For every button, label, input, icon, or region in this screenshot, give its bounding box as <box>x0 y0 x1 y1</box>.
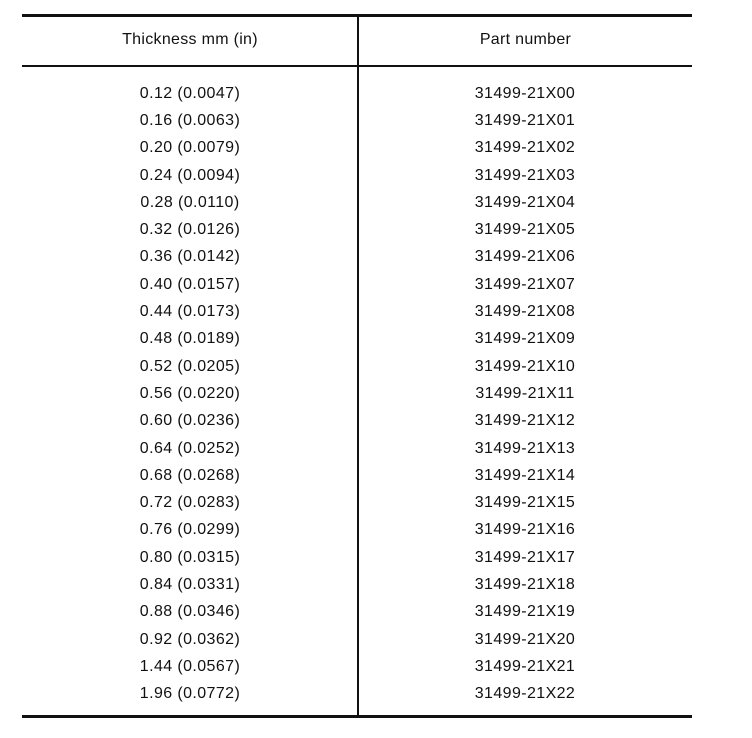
part-number-cell: 31499-21X06 <box>474 248 576 266</box>
table-row <box>22 408 692 435</box>
part-number-cell: 31499-21X02 <box>474 139 576 157</box>
thickness-cell: 0.16 (0.0063) <box>139 111 241 129</box>
part-number-cell: 31499-21X14 <box>474 466 576 484</box>
thickness-cell: 0.92 (0.0362) <box>139 630 241 648</box>
thickness-cell: 0.80 (0.0315) <box>139 548 241 566</box>
table-row <box>22 626 692 653</box>
table-row <box>22 681 692 708</box>
part-number-cell: 31499-21X00 <box>474 84 576 102</box>
thickness-cell: 0.24 (0.0094) <box>139 166 241 184</box>
thickness-cell: 0.20 (0.0079) <box>139 139 241 157</box>
thickness-cell: 0.72 (0.0283) <box>139 494 241 512</box>
thickness-cell: 1.44 (0.0567) <box>139 657 241 675</box>
table-row <box>22 271 692 298</box>
table-row <box>22 162 692 189</box>
table-row <box>22 244 692 271</box>
thickness-cell: 0.12 (0.0047) <box>139 84 241 102</box>
shim-table <box>22 14 692 718</box>
part-number-cell: 31499-21X05 <box>474 221 576 239</box>
table-row <box>22 298 692 325</box>
part-number-cell: 31499-21X16 <box>474 521 576 539</box>
part-number-cell: 31499-21X08 <box>474 303 576 321</box>
part-number-cell: 31499-21X21 <box>474 657 576 675</box>
part-number-cell: 31499-21X22 <box>474 685 576 703</box>
part-number-cell: 31499-21X04 <box>474 193 576 211</box>
table-row <box>22 353 692 380</box>
table-row <box>22 544 692 571</box>
thickness-cell: 1.96 (0.0772) <box>139 685 241 703</box>
thickness-cell: 0.36 (0.0142) <box>139 248 241 266</box>
table-row <box>22 599 692 626</box>
table-row <box>22 189 692 216</box>
part-number-cell: 31499-21X20 <box>474 630 576 648</box>
thickness-cell: 0.56 (0.0220) <box>139 384 241 402</box>
part-number-cell: 31499-21X09 <box>474 330 576 348</box>
table-row <box>22 380 692 407</box>
header-part-number: Part number <box>479 31 572 48</box>
table-row <box>22 653 692 680</box>
thickness-cell: 0.84 (0.0331) <box>139 575 241 593</box>
table-body <box>22 80 692 708</box>
table-row <box>22 489 692 516</box>
part-number-cell: 31499-21X10 <box>474 357 576 375</box>
thickness-cell: 0.76 (0.0299) <box>139 521 241 539</box>
table-row <box>22 517 692 544</box>
part-number-cell: 31499-21X07 <box>474 275 576 293</box>
table-bottom-rule <box>22 715 692 718</box>
part-number-cell: 31499-21X12 <box>474 412 576 430</box>
table-row <box>22 216 692 243</box>
thickness-cell: 0.28 (0.0110) <box>140 193 240 211</box>
header-thickness: Thickness mm (in) <box>122 31 258 48</box>
thickness-cell: 0.52 (0.0205) <box>139 357 241 375</box>
thickness-cell: 0.40 (0.0157) <box>139 275 241 293</box>
thickness-cell: 0.64 (0.0252) <box>139 439 241 457</box>
table-row <box>22 435 692 462</box>
table-row <box>22 80 692 107</box>
thickness-cell: 0.88 (0.0346) <box>139 603 241 621</box>
table-row <box>22 107 692 134</box>
part-number-cell: 31499-21X13 <box>474 439 576 457</box>
thickness-cell: 0.48 (0.0189) <box>139 330 241 348</box>
thickness-cell: 0.32 (0.0126) <box>139 221 241 239</box>
thickness-cell: 0.68 (0.0268) <box>139 466 241 484</box>
table-row <box>22 571 692 598</box>
part-number-cell: 31499-21X17 <box>474 548 576 566</box>
table-row <box>22 135 692 162</box>
part-number-cell: 31499-21X01 <box>474 111 576 129</box>
part-number-cell: 31499-21X19 <box>474 603 576 621</box>
part-number-cell: 31499-21X11 <box>475 384 575 402</box>
thickness-cell: 0.60 (0.0236) <box>139 412 241 430</box>
table-row <box>22 462 692 489</box>
table-row <box>22 326 692 353</box>
part-number-cell: 31499-21X15 <box>474 494 576 512</box>
thickness-cell: 0.44 (0.0173) <box>139 303 241 321</box>
part-number-cell: 31499-21X03 <box>474 166 576 184</box>
part-number-cell: 31499-21X18 <box>474 575 576 593</box>
